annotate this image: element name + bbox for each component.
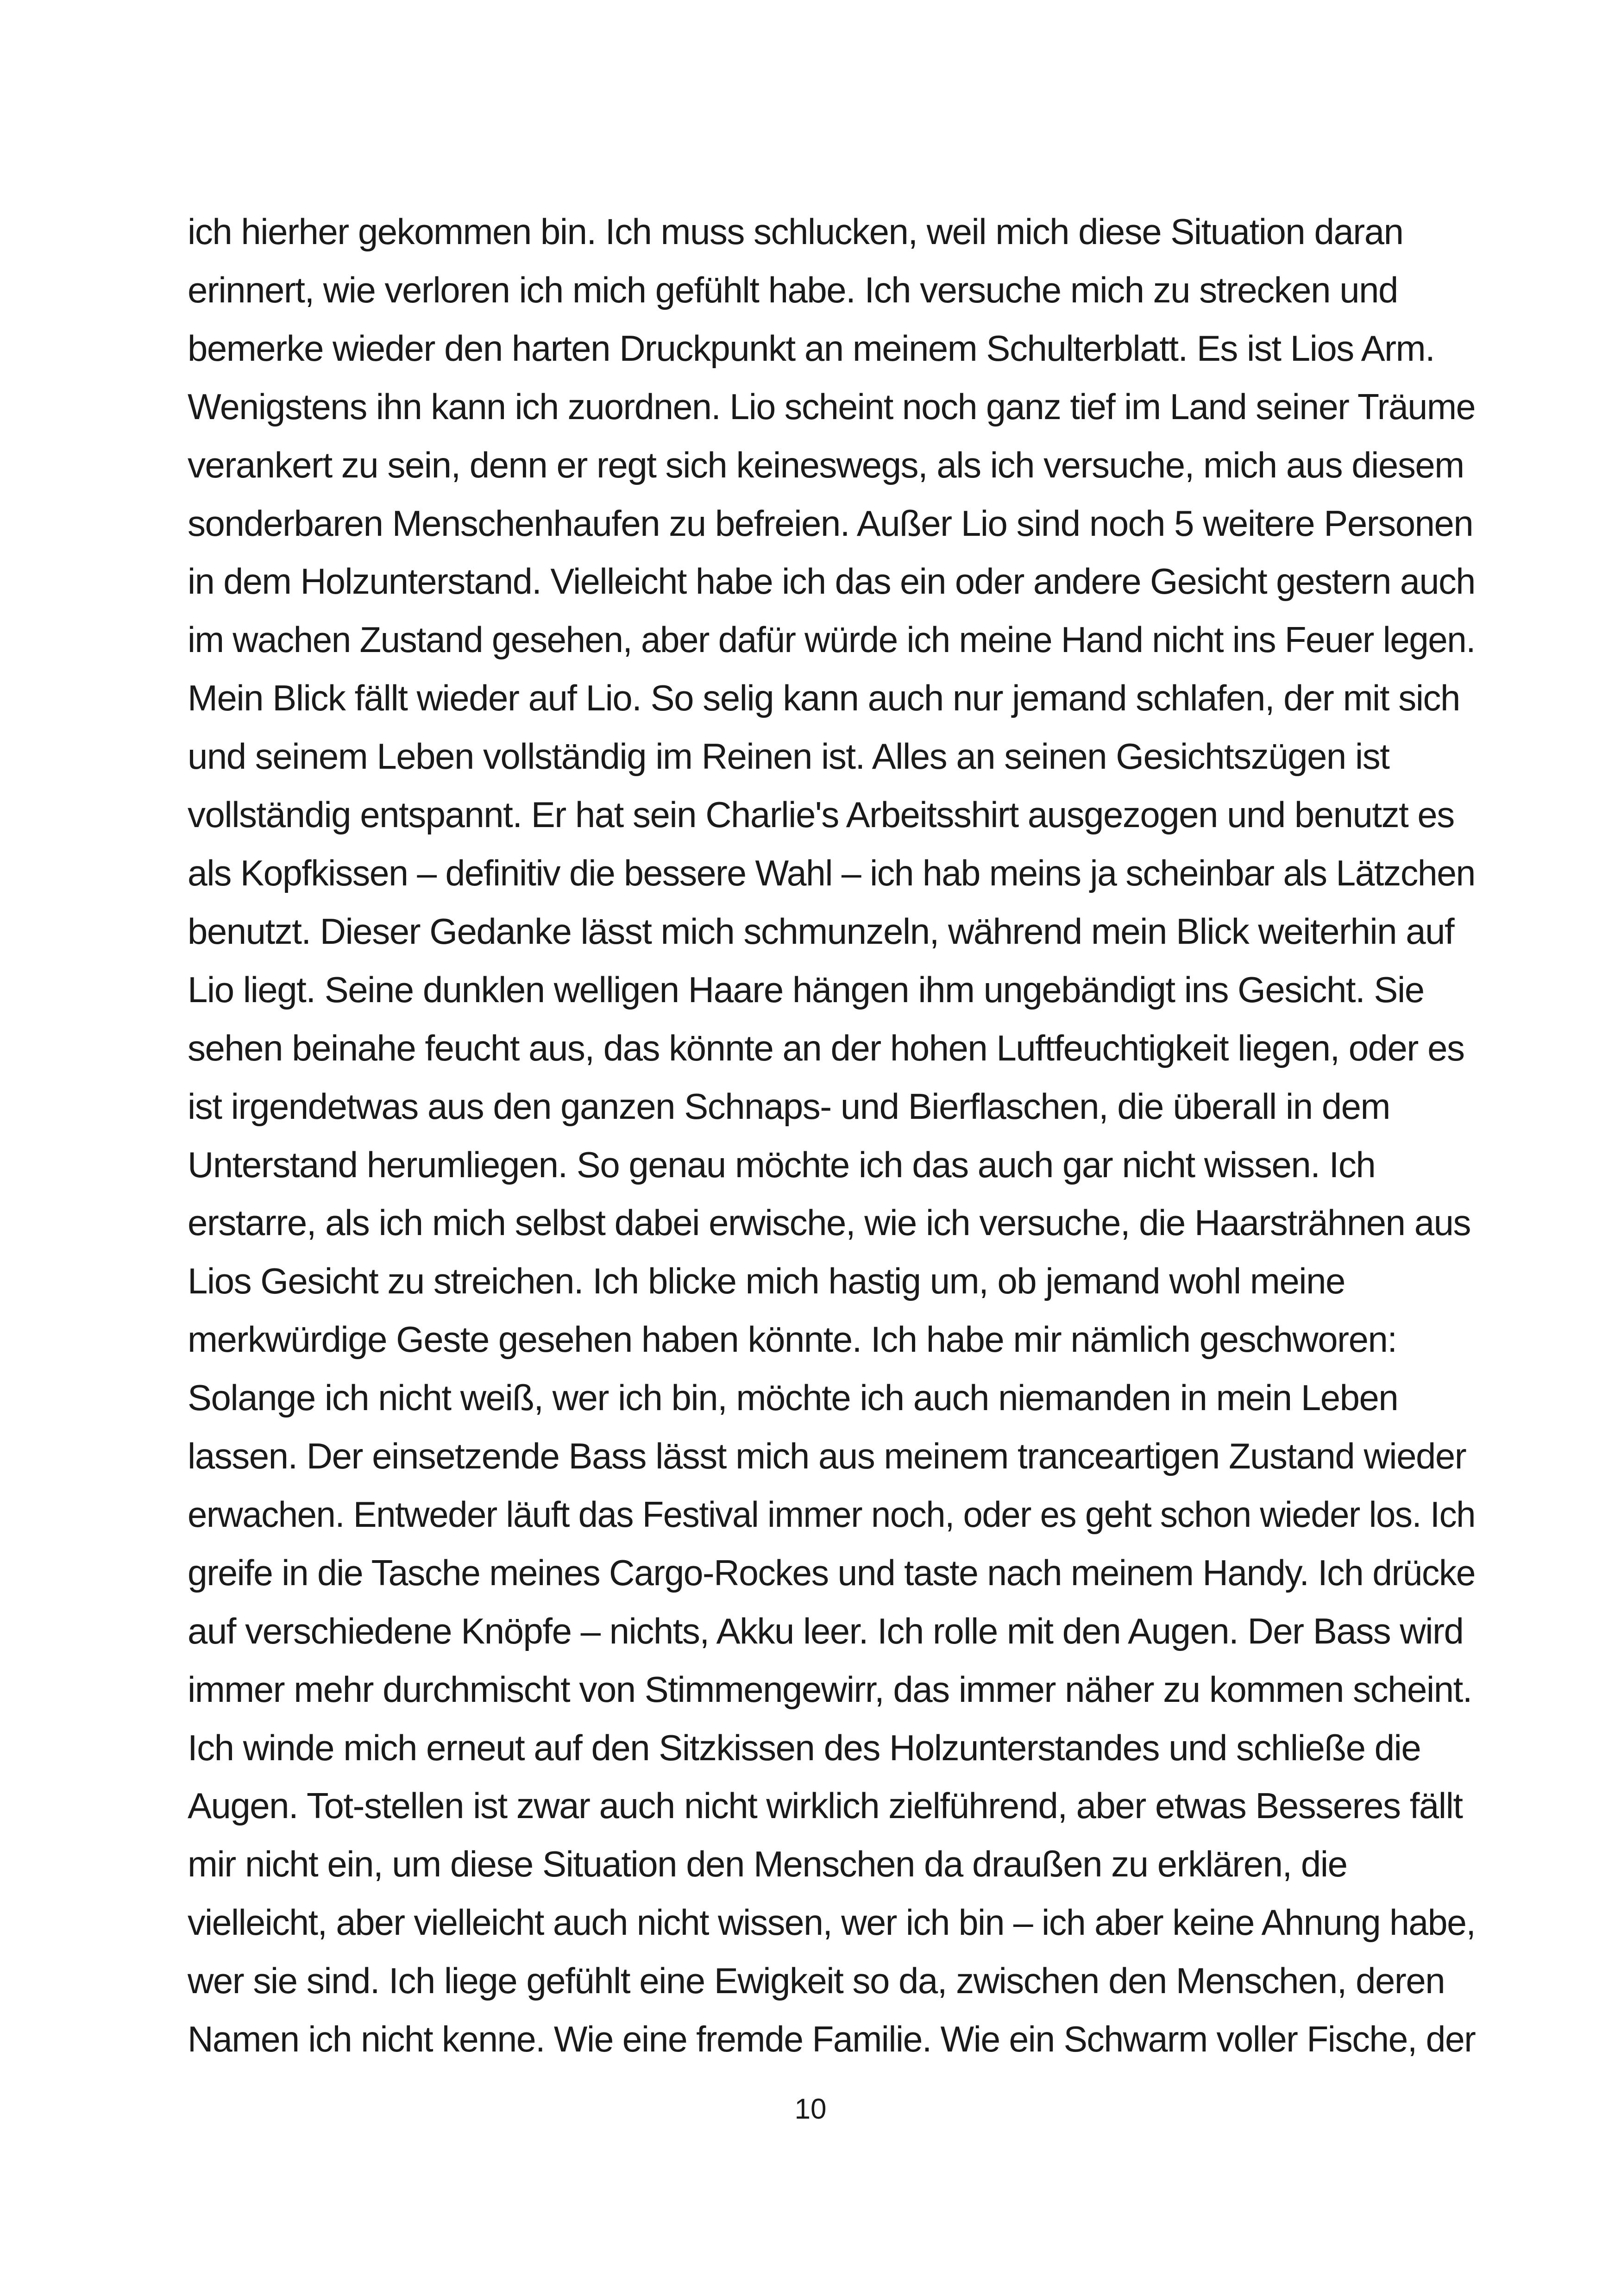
text-line: und seinem Leben vollständig im Reinen ist. Alles an seinen Gesichtszügen ist (188, 736, 1389, 777)
text-line: benutzt. Dieser Gedanke lässt mich schmunzeln, während mein Blick weiterhin auf (188, 910, 1454, 952)
text-line: Mein Blick fällt wieder auf Lio. So selig kann auch nur jemand schlafen, der mit sich (188, 678, 1460, 719)
text-line: greife in die Tasche meines Cargo-Rockes und taste nach meinem Handy. Ich drücke (188, 1552, 1476, 1593)
text-line: in dem Holzunterstand. Vielleicht habe ich das ein oder andere Gesicht gestern auch (188, 561, 1475, 602)
text-line: ist irgendetwas aus den ganzen Schnaps- und Bierflaschen, die überall in dem (188, 1085, 1390, 1127)
text-line: bemerke wieder den harten Druckpunkt an meinem Schulterblatt. Es ist Lios Arm. (188, 327, 1435, 369)
text-line: verankert zu sein, denn er regt sich keineswegs, als ich versuche, mich aus diesem (188, 444, 1464, 485)
page-number: 10 (794, 2093, 827, 2125)
body-text (188, 203, 1475, 2069)
text-line: sehen beinahe feucht aus, das könnte an der hohen Luftfeuchtigkeit liegen, oder es (188, 1027, 1464, 1068)
text-line: vollständig entspannt. Er hat sein Charlie's Arbeitsshirt ausgezogen und benutzt es (188, 794, 1454, 835)
text-line: erinnert, wie verloren ich mich gefühlt habe. Ich versuche mich zu strecken und (188, 269, 1398, 310)
text-line: erwachen. Entweder läuft das Festival immer noch, oder es geht schon wieder los. Ich (188, 1493, 1476, 1535)
text-line: Lio liegt. Seine dunklen welligen Haare hängen ihm ungebändigt ins Gesicht. Sie (188, 969, 1424, 1010)
text-line: auf verschiedene Knöpfe – nichts, Akku leer. Ich rolle mit den Augen. Der Bass wird (188, 1610, 1464, 1651)
text-line: Ich winde mich erneut auf den Sitzkissen des Holzunterstandes und schließe die (188, 1727, 1421, 1768)
text-line: Namen ich nicht kenne. Wie eine fremde Familie. Wie ein Schwarm voller Fische, der (188, 2019, 1476, 2060)
text-line: wer sie sind. Ich liege gefühlt eine Ewigkeit so da, zwischen den Menschen, deren (188, 1960, 1445, 2001)
text-line: Augen. Tot-stellen ist zwar auch nicht wirklich zielführend, aber etwas Besseres fällt (188, 1785, 1463, 1826)
text-line: mir nicht ein, um diese Situation den Menschen da draußen zu erklären, die (188, 1844, 1347, 1885)
text-line: erstarre, als ich mich selbst dabei erwische, wie ich versuche, die Haarsträhnen aus (188, 1202, 1470, 1243)
text-line: ich hierher gekommen bin. Ich muss schlucken, weil mich diese Situation daran (188, 211, 1403, 252)
text-line: Lios Gesicht zu streichen. Ich blicke mich hastig um, ob jemand wohl meine (188, 1261, 1345, 1302)
text-line: merkwürdige Geste gesehen haben könnte. Ich habe mir nämlich geschworen: (188, 1319, 1397, 1360)
text-line: Wenigstens ihn kann ich zuordnen. Lio scheint noch ganz tief im Land seiner Träume (188, 386, 1476, 427)
text-line: Unterstand herumliegen. So genau möchte ich das auch gar nicht wissen. Ich (188, 1144, 1376, 1185)
text-line: im wachen Zustand gesehen, aber dafür würde ich meine Hand nicht ins Feuer legen. (188, 619, 1475, 660)
text-line: sonderbaren Menschenhaufen zu befreien. Außer Lio sind noch 5 weitere Personen (188, 502, 1473, 544)
text-line: Solange ich nicht weiß, wer ich bin, möchte ich auch niemanden in mein Leben (188, 1377, 1398, 1418)
text-line: immer mehr durchmischt von Stimmengewirr, das immer näher zu kommen scheint. (188, 1669, 1472, 1710)
text-line: lassen. Der einsetzende Bass lässt mich aus meinem tranceartigen Zustand wieder (188, 1436, 1466, 1477)
text-line: als Kopfkissen – definitiv die bessere Wahl – ich hab meins ja scheinbar als Lätzchen (188, 852, 1475, 893)
text-line: vielleicht, aber vielleicht auch nicht wissen, wer ich bin – ich aber keine Ahnung habe, (188, 1902, 1476, 1943)
